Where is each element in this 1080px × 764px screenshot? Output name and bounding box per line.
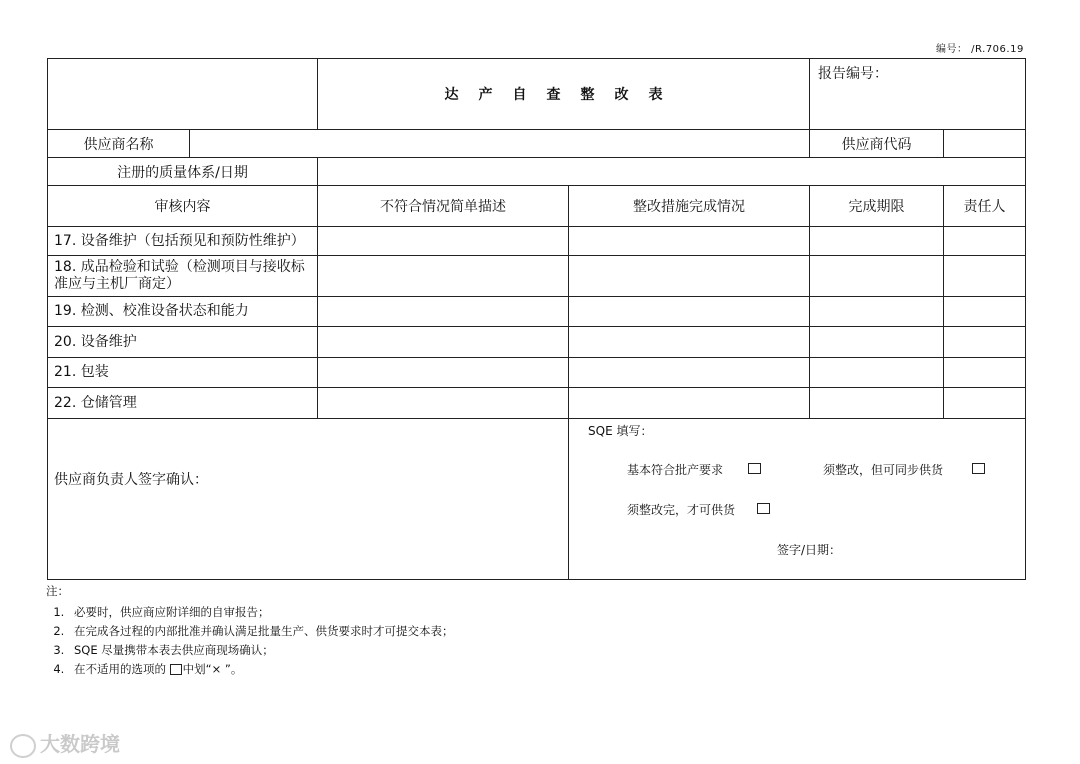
note-item: [68, 660, 454, 679]
rectification-cell[interactable]: [569, 256, 810, 297]
option-ok-checkbox[interactable]: [748, 463, 761, 474]
owner-cell[interactable]: [944, 256, 1026, 297]
table-row: [48, 297, 1026, 327]
deadline-cell[interactable]: [810, 256, 944, 297]
supplier-sign-label: 供应商负责人签字确认：: [48, 419, 569, 580]
nonconformity-cell[interactable]: [318, 297, 569, 327]
sqe-section: [569, 419, 1026, 580]
deadline-cell[interactable]: [810, 227, 944, 256]
supplier-name-label: 供应商名称: [48, 130, 190, 158]
owner-cell[interactable]: [944, 297, 1026, 327]
audit-item: 17. 设备维护（包括预见和预防性维护）: [48, 227, 318, 256]
watermark-text: 大数跨境: [40, 732, 120, 756]
table-row: [48, 327, 1026, 358]
nonconformity-cell[interactable]: [318, 327, 569, 358]
header-audit: 审核内容: [48, 186, 318, 227]
rectification-cell[interactable]: [569, 227, 810, 256]
supplier-code-label: 供应商代码: [810, 130, 944, 158]
audit-item: 21. 包装: [48, 358, 318, 388]
checkbox-icon: [170, 664, 182, 675]
nonconformity-cell[interactable]: [318, 227, 569, 256]
form-title: 达产自查整改表: [318, 59, 810, 130]
report-no-label: 报告编号：: [810, 59, 1026, 130]
option-rectify-first-label: 须整改完，才可供货: [627, 503, 736, 517]
watermark: [10, 728, 120, 758]
owner-cell[interactable]: [944, 388, 1026, 419]
owner-cell[interactable]: [944, 227, 1026, 256]
quality-system-field[interactable]: [318, 158, 1026, 186]
table-row: [48, 227, 1026, 256]
rectification-cell[interactable]: [569, 297, 810, 327]
blank-logo-cell: [48, 59, 318, 130]
table-row: [48, 388, 1026, 419]
audit-item: 20. 设备维护: [48, 327, 318, 358]
notes-section: [46, 582, 454, 679]
audit-item: 19. 检测、校准设备状态和能力: [48, 297, 318, 327]
table-row: [48, 358, 1026, 388]
note-item: 1. 必要时，供应商应附详细的自审报告；: [68, 603, 454, 622]
note-item: 3. SQE 尽量携带本表去供应商现场确认；: [68, 641, 454, 660]
owner-cell[interactable]: [944, 327, 1026, 358]
form-code: 编号： /R.706.19: [936, 44, 1024, 55]
owner-cell[interactable]: [944, 358, 1026, 388]
rectification-form-table: [47, 58, 1026, 580]
option-ok-label: 基本符合批产要求: [627, 463, 724, 477]
audit-item: 22. 仓储管理: [48, 388, 318, 419]
note-4-text-b: 中划“× ”。: [182, 662, 243, 676]
note-item: 2. 在完成各过程的内部批准并确认满足批量生产、供货要求时才可提交本表；: [68, 622, 454, 641]
notes-label: 注：: [46, 584, 69, 598]
option-rectify-sync-checkbox[interactable]: [972, 463, 985, 474]
sqe-title: SQE 填写：: [588, 424, 653, 438]
rectification-cell[interactable]: [569, 358, 810, 388]
nonconformity-cell[interactable]: [318, 358, 569, 388]
header-nonconformity: 不符合情况简单描述: [318, 186, 569, 227]
note-4-text-a: 在不适用的选项的: [74, 662, 170, 676]
nonconformity-cell[interactable]: [318, 256, 569, 297]
deadline-cell[interactable]: [810, 297, 944, 327]
deadline-cell[interactable]: [810, 388, 944, 419]
rectification-cell[interactable]: [569, 388, 810, 419]
deadline-cell[interactable]: [810, 327, 944, 358]
header-deadline: 完成期限: [810, 186, 944, 227]
header-rectification: 整改措施完成情况: [569, 186, 810, 227]
supplier-name-field[interactable]: [190, 130, 810, 158]
quality-system-label: 注册的质量体系/日期: [48, 158, 318, 186]
nonconformity-cell[interactable]: [318, 388, 569, 419]
supplier-code-field[interactable]: [944, 130, 1026, 158]
rectification-cell[interactable]: [569, 327, 810, 358]
sqe-sign-date: 签字/日期：: [777, 543, 842, 557]
table-row: [48, 256, 1026, 297]
header-owner: 责任人: [944, 186, 1026, 227]
watermark-logo-icon: [10, 734, 36, 758]
deadline-cell[interactable]: [810, 358, 944, 388]
option-rectify-sync-label: 须整改，但可同步供货: [823, 463, 944, 477]
audit-item: 18. 成品检验和试验（检测项目与接收标准应与主机厂商定）: [48, 256, 318, 297]
option-rectify-first-checkbox[interactable]: [757, 503, 770, 514]
